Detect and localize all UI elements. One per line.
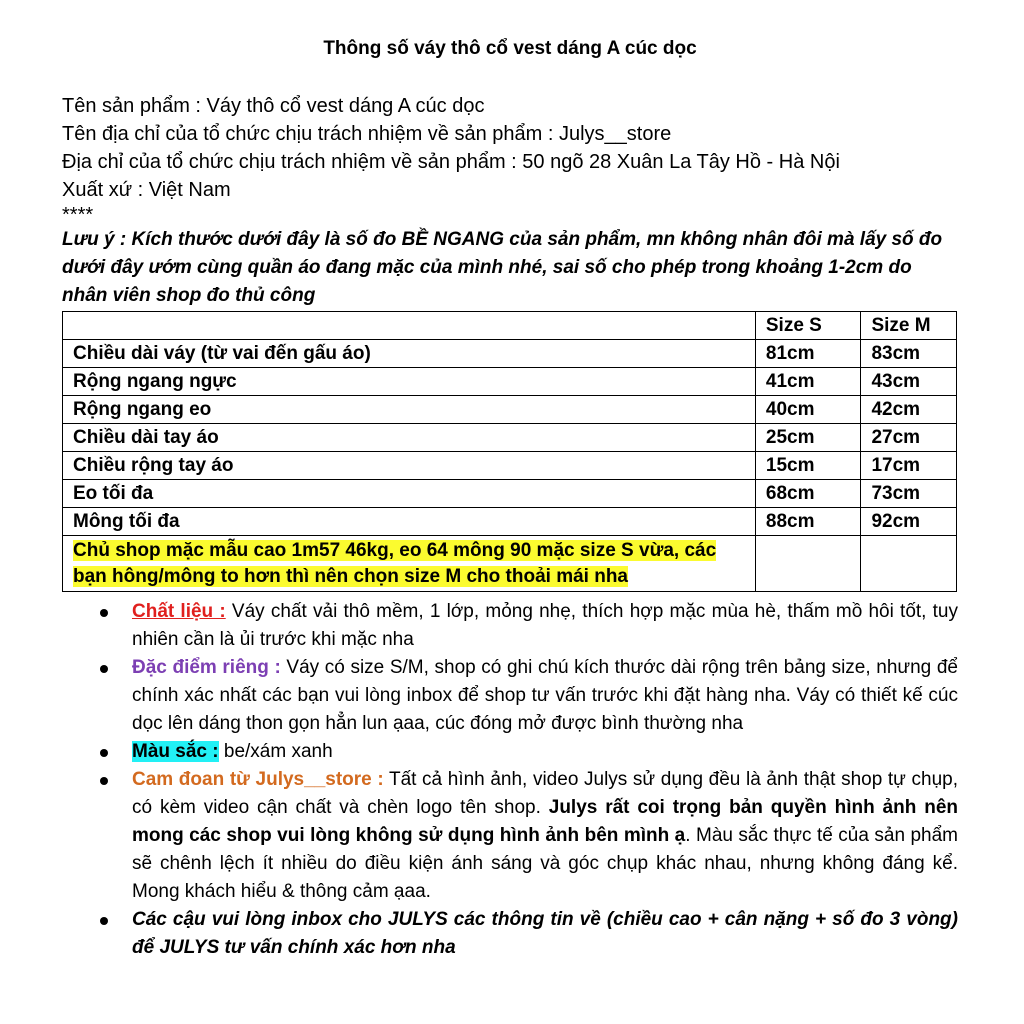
list-item-features — [62, 654, 958, 738]
separator-stars: **** — [62, 203, 94, 226]
empty-cell — [861, 535, 957, 591]
bullet-icon — [100, 609, 108, 617]
size-s-value: 15cm — [755, 451, 861, 479]
row-label: Rộng ngang ngực — [63, 367, 756, 395]
bullet-icon — [100, 777, 108, 785]
size-m-value: 42cm — [861, 395, 957, 423]
size-m-value: 92cm — [861, 507, 957, 535]
table-row — [63, 395, 957, 423]
size-table — [62, 311, 957, 592]
org-name-line: Tên địa chỉ của tổ chức chịu trách nhiệm về sản phẩm : Julys__store — [62, 122, 672, 145]
color-label: Màu sắc : — [132, 740, 219, 762]
row-label: Chiều dài tay áo — [63, 423, 756, 451]
document-page — [62, 38, 958, 962]
material-text: Váy chất vải thô mềm, 1 lớp, mỏng nhẹ, thích hợp mặc mùa hè, thấm mồ hôi tốt, tuy nhiên cần là ủi trước khi mặc nha — [132, 600, 959, 650]
size-s-value: 88cm — [755, 507, 861, 535]
table-row — [63, 451, 957, 479]
product-name-line: Tên sản phẩm : Váy thô cổ vest dáng A cúc dọc — [62, 94, 485, 117]
size-s-value: 25cm — [755, 423, 861, 451]
row-label: Chiều dài váy (từ vai đến gấu áo) — [63, 339, 756, 367]
material-label: Chất liệu : — [132, 600, 226, 622]
empty-cell — [755, 535, 861, 591]
features-text: Váy có size S/M, shop có ghi chú kích thước dài rộng trên bảng size, nhưng để chính xác nhất các bạn vui lòng inbox để shop tư vấn trước khi đặt hàng nha. Váy có thiết kế cúc dọc lên dáng thon gọn hẳn lun ạaa, cúc đóng mở được bình thường nha — [132, 656, 958, 734]
header-size-m: Size M — [861, 311, 957, 339]
model-fit-note-cell — [63, 535, 756, 591]
size-m-value: 83cm — [861, 339, 957, 367]
bullet-icon — [100, 749, 108, 757]
table-row — [63, 507, 957, 535]
commitment-label: Cam đoan từ Julys__store : — [132, 768, 384, 790]
org-address-line: Địa chỉ của tổ chức chịu trách nhiệm về sản phẩm : 50 ngõ 28 Xuân La Tây Hồ - Hà Nội — [62, 150, 840, 173]
model-fit-note: Chủ shop mặc mẫu cao 1m57 46kg, eo 64 mông 90 mặc size S vừa, các bạn hông/mông to hơn thì nên chọn size M cho thoải mái nha — [73, 539, 717, 587]
size-s-value: 41cm — [755, 367, 861, 395]
size-m-value: 43cm — [861, 367, 957, 395]
size-s-value: 40cm — [755, 395, 861, 423]
size-m-value: 27cm — [861, 423, 957, 451]
size-m-value: 73cm — [861, 479, 957, 507]
size-m-value: 17cm — [861, 451, 957, 479]
size-table-header — [63, 311, 957, 339]
features-label: Đặc điểm riêng : — [132, 656, 281, 678]
color-text: be/xám xanh — [218, 740, 333, 762]
table-row — [63, 339, 957, 367]
list-item-color — [62, 738, 958, 766]
header-size-s: Size S — [755, 311, 861, 339]
table-row — [63, 367, 957, 395]
size-s-value: 68cm — [755, 479, 861, 507]
list-item-commitment — [62, 766, 958, 906]
list-item-material — [62, 598, 958, 654]
row-label: Eo tối đa — [63, 479, 756, 507]
commitment-copyright-text: Julys rất coi trọng bản quyền hình ảnh nên mong các shop vui lòng không sử dụng hình ảnh bên mình ạ — [132, 796, 958, 846]
list-item-final-note — [62, 906, 958, 962]
final-note-text: Các cậu vui lòng inbox cho JULYS các thông tin về (chiều cao + cân nặng + số đo 3 vòng) để JULYS tư vấn chính xác hơn nha — [132, 908, 958, 958]
table-footer-row — [63, 535, 957, 591]
commitment-text-2: . Màu sắc thực tế của sản phẩm sẽ chênh lệch ít nhiều do điều kiện ánh sáng và góc chụp khác nhau, nhưng không đáng kể. Mong khách hiểu & thông cảm ạaa. — [132, 824, 958, 902]
details-list — [62, 598, 958, 962]
row-label: Mông tối đa — [63, 507, 756, 535]
table-row — [63, 479, 957, 507]
row-label: Chiều rộng tay áo — [63, 451, 756, 479]
table-row — [63, 423, 957, 451]
row-label: Rộng ngang eo — [63, 395, 756, 423]
measurement-note: Lưu ý : Kích thước dưới đây là số đo BỀ NGANG của sản phẩm, mn không nhân đôi mà lấy số đo dưới đây ướm cùng quần áo đang mặc của mình nhé, sai số cho phép trong khoảng 1-2cm do nhân viên shop đo thủ công — [62, 228, 943, 306]
bullet-icon — [100, 917, 108, 925]
size-s-value: 81cm — [755, 339, 861, 367]
bullet-icon — [100, 665, 108, 673]
document-title: Thông số váy thô cổ vest dáng A cúc dọc — [323, 38, 697, 59]
commitment-text-1: Tất cả hình ảnh, video Julys sử dụng đều là ảnh thật shop tự chụp, có kèm video cận chất và chèn logo tên shop. — [132, 768, 959, 818]
origin-line: Xuất xứ : Việt Nam — [62, 178, 231, 201]
header-blank-cell — [63, 311, 756, 339]
